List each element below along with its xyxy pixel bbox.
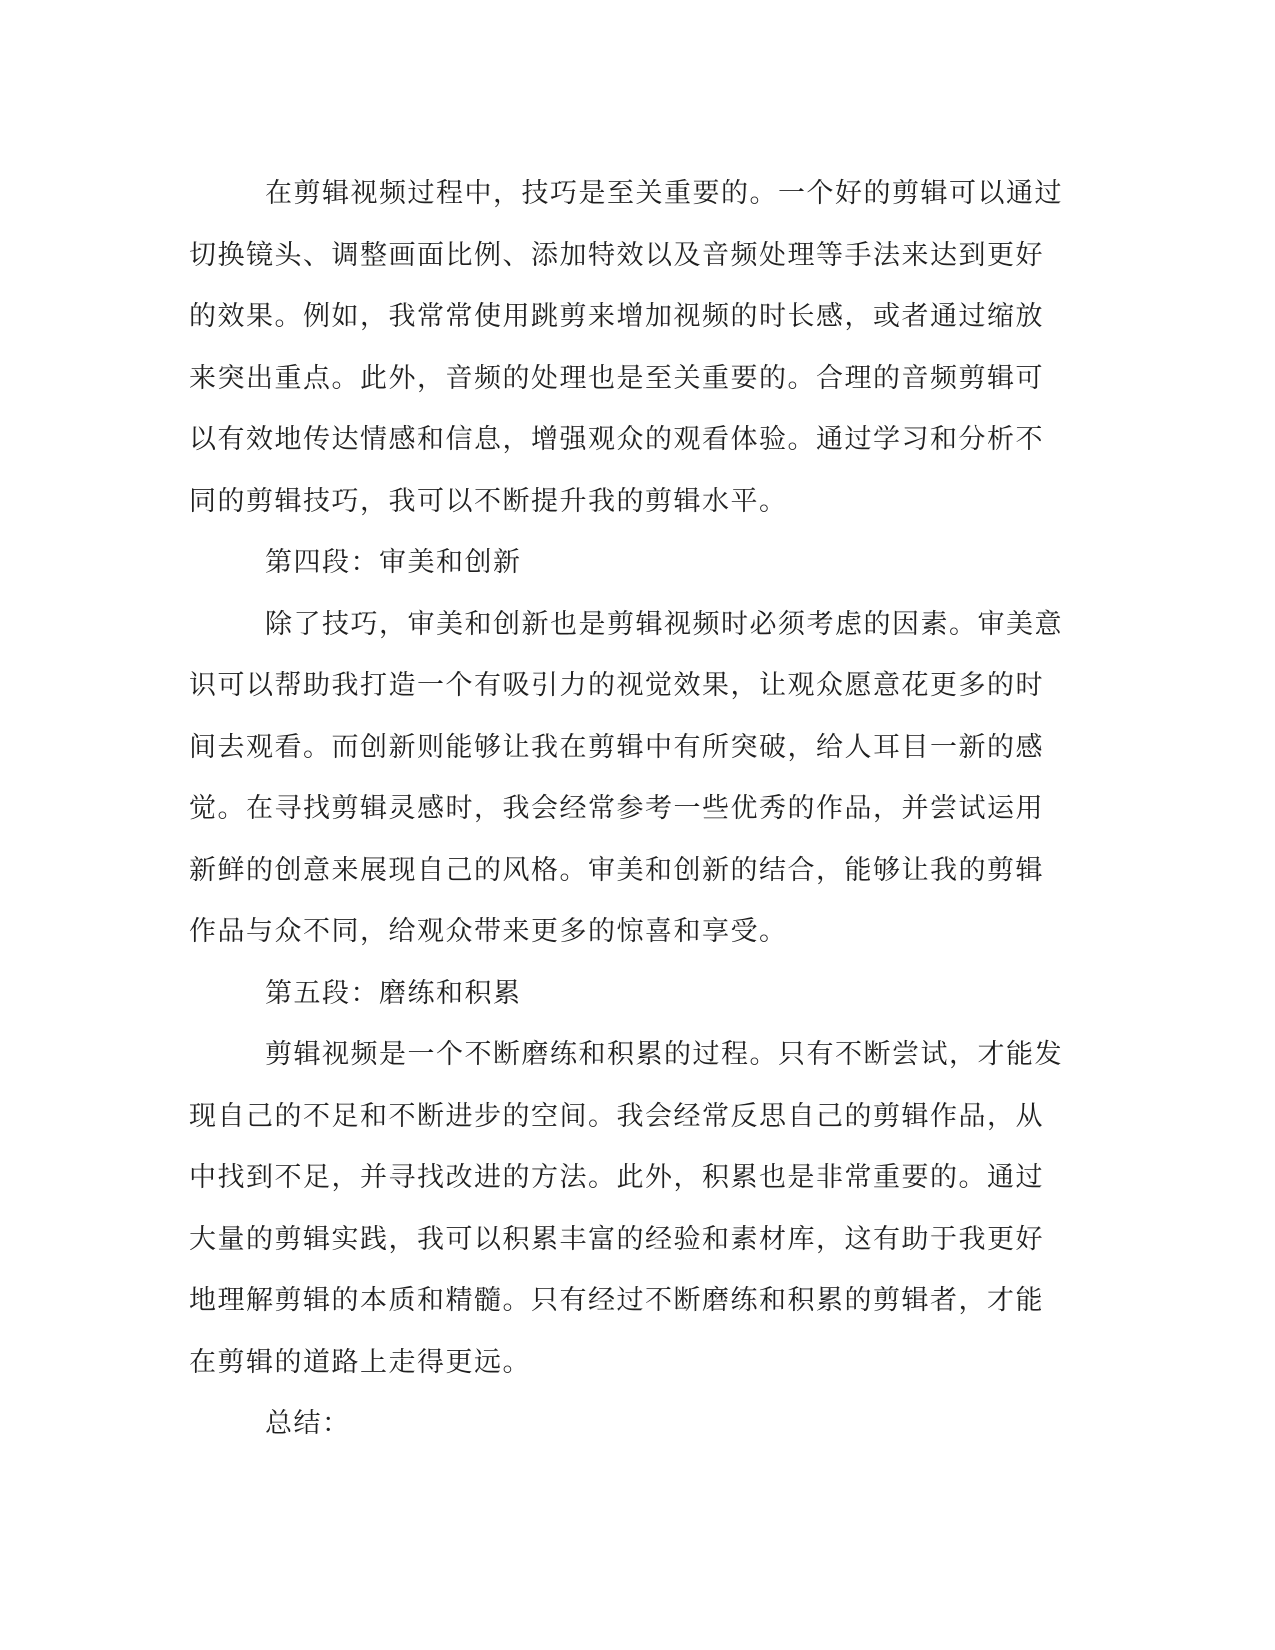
- section-heading-summary: 总结：: [265, 1408, 351, 1439]
- document-body: [189, 163, 1069, 1455]
- paragraph-practice-accumulation: 剪辑视频是一个不断磨练和积累的过程。只有不断尝试，才能发现自己的不足和不断进步的空间。我会经常反思自己的剪辑作品，从中找到不足，并寻找改进的方法。此外，积累也是非常重要的。通过大量的剪辑实践，我可以积累丰富的经验和素材库，这有助于我更好地理解剪辑的本质和精髓。只有经过不断磨练和积累的剪辑者，才能在剪辑的道路上走得更远。: [189, 1039, 1063, 1378]
- section-heading-aesthetics-innovation: 第四段：审美和创新: [265, 547, 522, 578]
- paragraph-aesthetics-innovation: 除了技巧，审美和创新也是剪辑视频时必须考虑的因素。审美意识可以帮助我打造一个有吸引力的视觉效果，让观众愿意花更多的时间去观看。而创新则能够让我在剪辑中有所突破，给人耳目一新的感觉。在寻找剪辑灵感时，我会经常参考一些优秀的作品，并尝试运用新鲜的创意来展现自己的风格。审美和创新的结合，能够让我的剪辑作品与众不同，给观众带来更多的惊喜和享受。: [189, 608, 1063, 947]
- paragraph-editing-techniques: 在剪辑视频过程中，技巧是至关重要的。一个好的剪辑可以通过切换镜头、调整画面比例、添加特效以及音频处理等手法来达到更好的效果。例如，我常常使用跳剪来增加视频的时长感，或者通过缩放来突出重点。此外，音频的处理也是至关重要的。合理的音频剪辑可以有效地传达情感和信息，增强观众的观看体验。通过学习和分析不同的剪辑技巧，我可以不断提升我的剪辑水平。: [189, 178, 1063, 517]
- section-heading-practice-accumulation: 第五段：磨练和积累: [265, 977, 522, 1009]
